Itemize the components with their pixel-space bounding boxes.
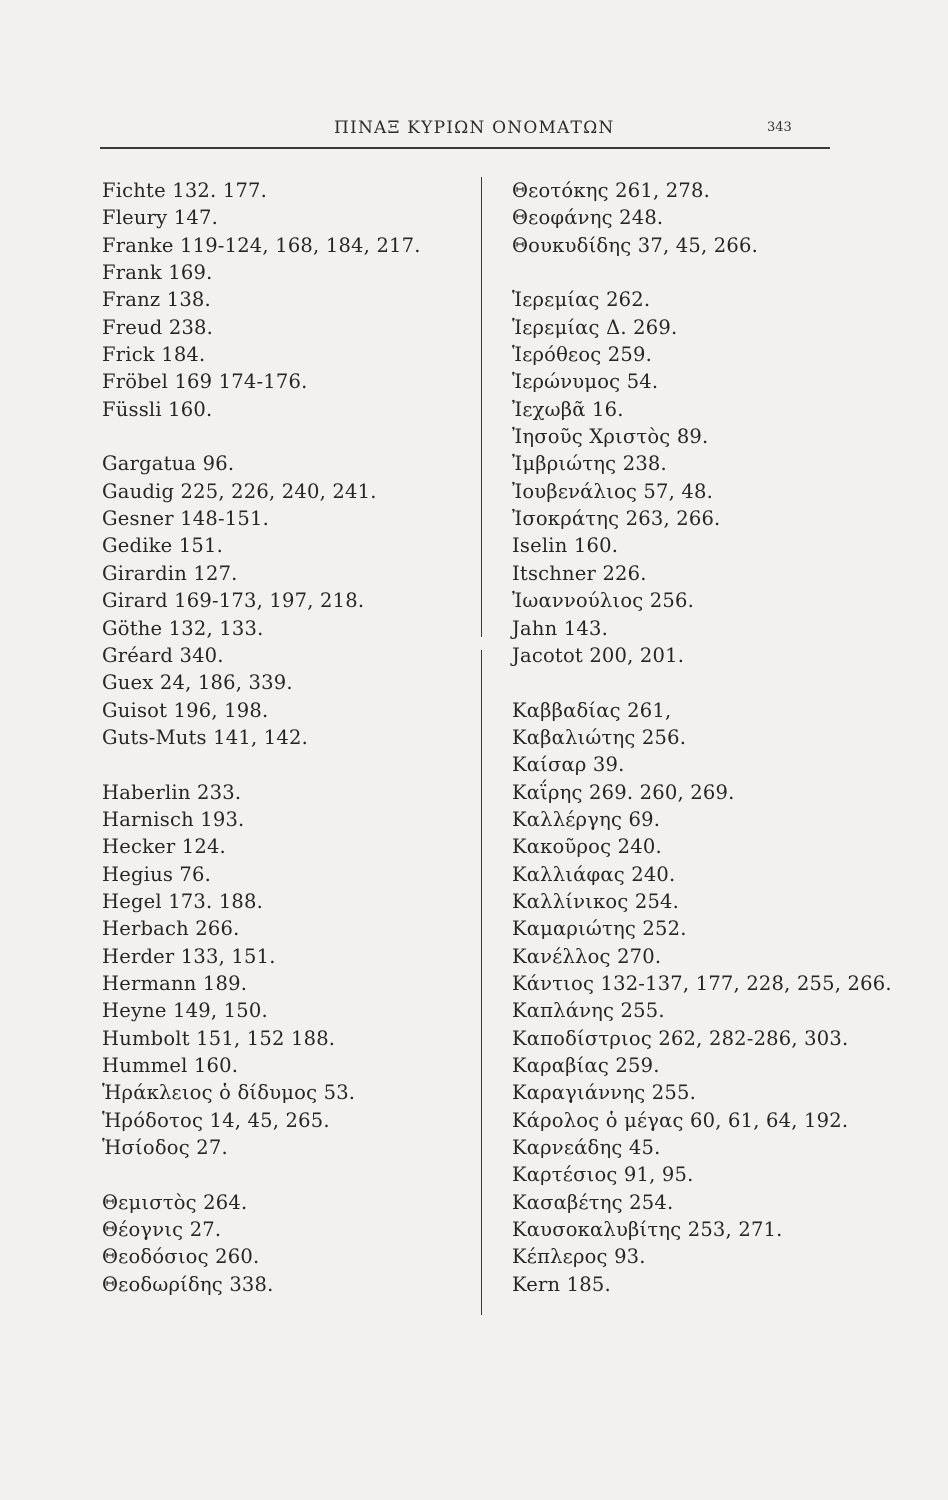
index-entry: Franke 119-124, 168, 184, 217. (102, 233, 421, 257)
index-entry: Ἡρόδοτος 14, 45, 265. (102, 1108, 330, 1132)
index-entry: Hegel 173. 188. (102, 889, 264, 913)
index-entry: Ἰεχωβᾶ 16. (512, 397, 624, 421)
index-entry: Franz 138. (102, 288, 211, 312)
column-divider-bottom (481, 650, 482, 1315)
index-entry: Ἱερεμίας 262. (512, 288, 651, 312)
index-entry: Κάντιος 132-137, 177, 228, 255, 266. (512, 971, 892, 995)
index-entry: Gargatua 96. (102, 452, 235, 476)
index-entry: Fleury 147. (102, 206, 219, 230)
index-entry: Κέπλερος 93. (512, 1245, 646, 1269)
index-entry: Herbach 266. (102, 917, 240, 941)
index-entry: Καρτέσιος 91, 95. (512, 1163, 694, 1187)
index-entry: Θεμιστὸς 264. (102, 1190, 248, 1214)
index-entry: Καραγιάννης 255. (512, 1081, 696, 1105)
index-entry: Gaudig 225, 226, 240, 241. (102, 479, 377, 503)
index-entry: Καββαδίας 261, (512, 698, 672, 722)
index-entry: Καλλίνικος 254. (512, 889, 680, 913)
index-entry: Jacotot 200, 201. (512, 643, 685, 667)
group-spacer (512, 259, 852, 286)
index-entry: Iselin 160. (512, 534, 619, 558)
index-entry: Hermann 189. (102, 971, 248, 995)
index-entry: Κανέλλος 270. (512, 944, 662, 968)
index-entry: Καραβίας 259. (512, 1054, 660, 1077)
group-spacer (102, 423, 462, 450)
column-divider-top (481, 177, 482, 637)
index-entry: Καβαλιώτης 256. (512, 725, 687, 749)
index-entry: Humbolt 151, 152 188. (102, 1026, 336, 1050)
right-index-column (512, 177, 892, 1298)
index-entry: Fichte 132. 177. (102, 179, 268, 202)
index-entry: Gréard 340. (102, 643, 224, 667)
index-entry: Ἱερόθεος 259. (512, 343, 653, 367)
group-spacer (102, 1161, 462, 1188)
index-entry: Ἱερώνυμος 54. (512, 370, 659, 394)
index-entry: Καλλιάφας 240. (512, 862, 676, 886)
index-entry: Ἡσίοδος 27. (102, 1136, 228, 1160)
index-entry: Hummel 160. (102, 1054, 239, 1077)
index-entry: Κασαβέτης 254. (512, 1190, 674, 1214)
index-entry: Ἰσοκράτης 263, 266. (512, 507, 721, 531)
index-entry: Καΐρης 269. 260, 269. (512, 780, 735, 804)
index-entry: Göthe 132, 133. (102, 616, 264, 640)
index-entry: Herder 133, 151. (102, 944, 276, 968)
index-entry: Füssli 160. (102, 397, 213, 421)
index-entry: Θεοφάνης 248. (512, 206, 664, 230)
index-entry: Harnisch 193. (102, 807, 245, 831)
running-head (100, 118, 830, 148)
index-entry: Κακοῦρος 240. (512, 835, 662, 859)
index-entry: Καποδίστριος 262, 282-286, 303. (512, 1026, 849, 1050)
index-entry: Καίσαρ 39. (512, 753, 625, 777)
page-title: ΠΙΝΑΞ ΚΥΡΙΩΝ ΟΝΟΜΑΤΩΝ (334, 118, 615, 138)
index-entry: Ἡράκλειος ὁ δίδυμος 53. (102, 1081, 356, 1105)
index-entry: Θεοδωρίδης 338. (102, 1272, 274, 1296)
index-entry: Καπλάνης 255. (512, 999, 665, 1023)
index-entry: Hecker 124. (102, 835, 226, 859)
index-entry: Θεοδόσιος 260. (102, 1245, 260, 1269)
index-entry: Ἰμβριώτης 238. (512, 452, 667, 476)
group-spacer (512, 669, 852, 696)
index-entry: Κάρολος ὁ μέγας 60, 61, 64, 192. (512, 1108, 849, 1132)
index-entry: Gedike 151. (102, 534, 224, 558)
index-entry: Καλλέργης 69. (512, 807, 661, 831)
index-entry: Frank 169. (102, 261, 213, 285)
index-entry: Guex 24, 186, 339. (102, 671, 293, 695)
index-entry: Guisot 196, 198. (102, 698, 269, 722)
index-entry: Guts-Muts 141, 142. (102, 725, 308, 749)
group-spacer (102, 751, 462, 778)
index-entry: Καμαριώτης 252. (512, 917, 687, 941)
index-entry: Ἰουβενάλιος 57, 48. (512, 479, 714, 503)
index-entry: Ἰησοῦς Χριστὸς 89. (512, 425, 709, 449)
index-entry: Θέογνις 27. (102, 1218, 222, 1242)
index-entry: Καρνεάδης 45. (512, 1136, 661, 1160)
index-entry: Θουκυδίδης 37, 45, 266. (512, 233, 758, 257)
index-entry: Itschner 226. (512, 561, 647, 585)
index-entry: Girardin 127. (102, 561, 238, 585)
index-entry: Fröbel 169 174-176. (102, 370, 308, 394)
index-entry: Καυσοκαλυβίτης 253, 271. (512, 1218, 783, 1242)
index-entry: Kern 185. (512, 1272, 611, 1296)
index-entry: Gesner 148-151. (102, 507, 269, 531)
index-entry: Freud 238. (102, 315, 214, 339)
index-entry: Ἱερεμίας Δ. 269. (512, 315, 678, 339)
header-rule (100, 147, 830, 149)
index-entry: Girard 169-173, 197, 218. (102, 589, 365, 613)
index-entry: Heyne 149, 150. (102, 999, 268, 1023)
index-entry: Θεοτόκης 261, 278. (512, 179, 710, 202)
index-entry: Frick 184. (102, 343, 206, 367)
page-number: 343 (767, 120, 792, 135)
index-entry: Jahn 143. (512, 616, 608, 640)
index-entry: Haberlin 233. (102, 780, 242, 804)
index-entry: Hegius 76. (102, 862, 212, 886)
left-index-column (102, 177, 462, 1298)
index-entry: Ἰωαννούλιος 256. (512, 589, 695, 613)
